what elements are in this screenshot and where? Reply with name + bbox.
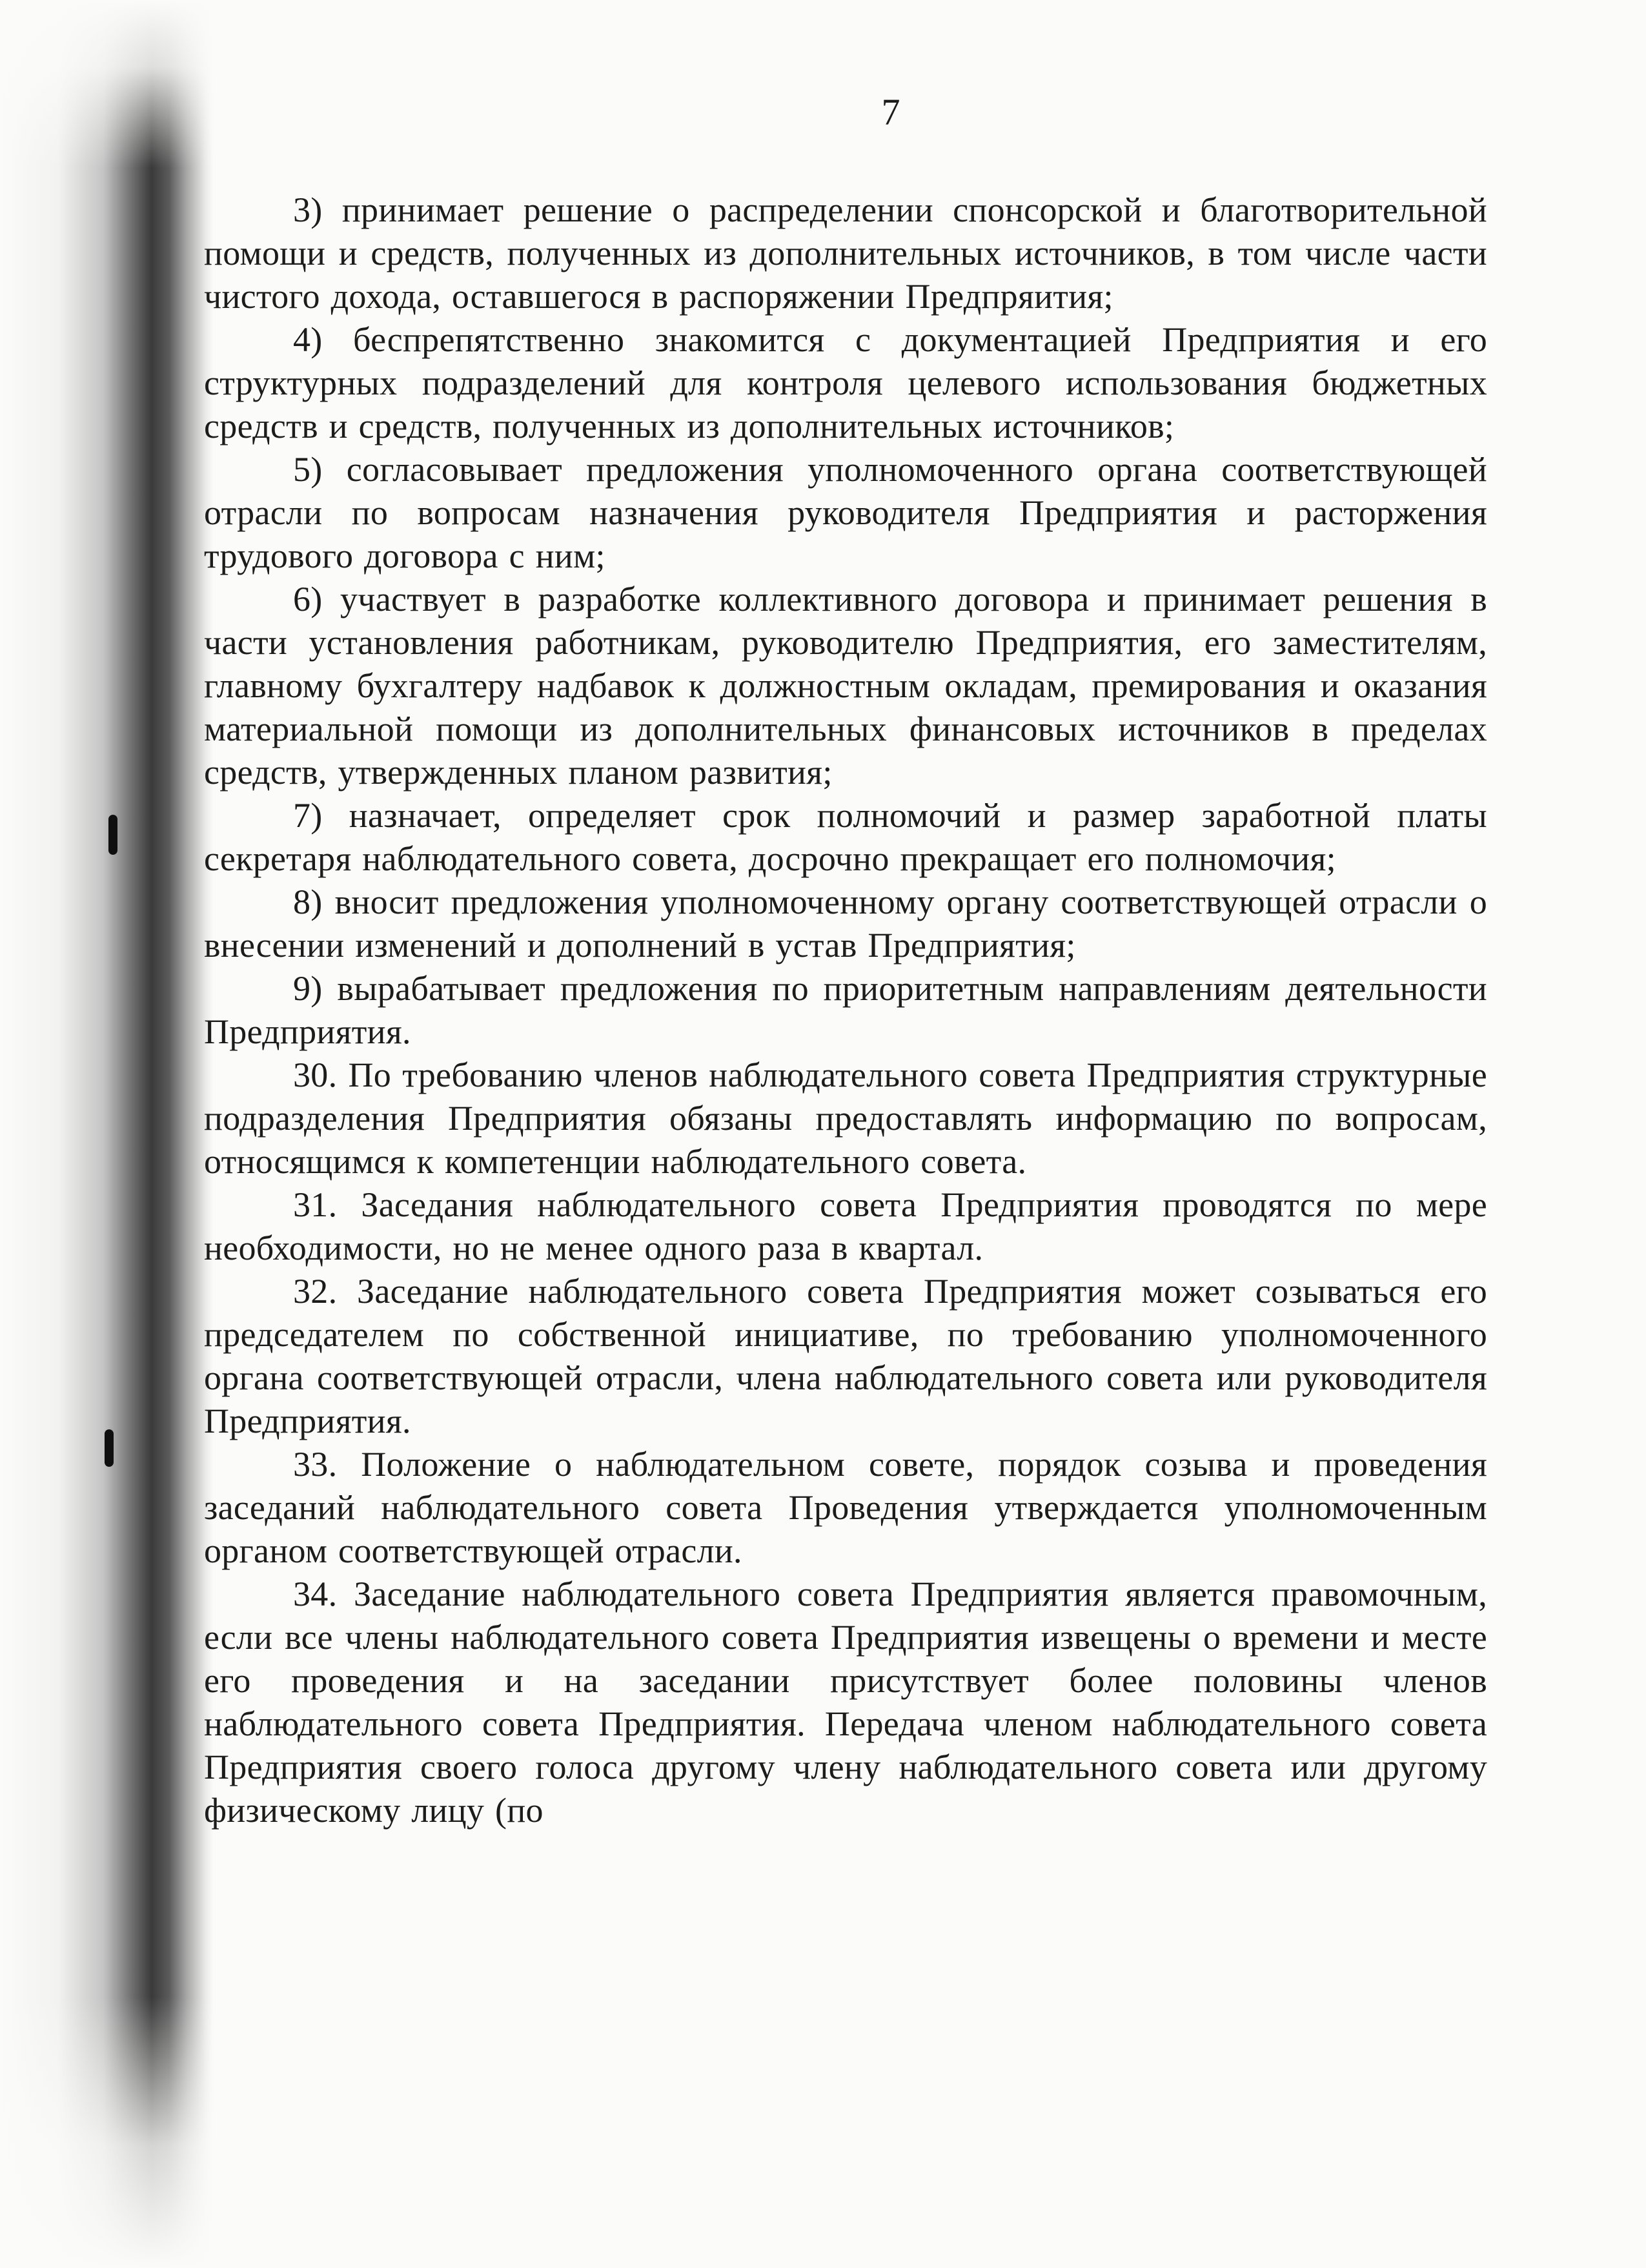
paragraph-section-32: 32. Заседание наблюдательного совета Предприятия может созываться его председателем по собственной инициативе, по требованию уполномоченного органа соответствующей отрасли, члена наблюдательного совета или руководителя Предприятия. xyxy=(204,1272,1487,1440)
paragraph-item-3: 3) принимает решение о распределении спонсорской и благотворительной помощи и средств, полученных из дополнительных источников, в том числе части чистого дохода, оставшегося в распоряжении Предпряития; xyxy=(204,190,1487,316)
paragraph-section-30: 30. По требованию членов наблюдательного совета Предприятия структурные подразделения Предприятия обязаны предоставлять информацию по вопросам, относящимся к компетенции наблюдательного совета. xyxy=(204,1056,1487,1181)
paragraph-section-33: 33. Положение о наблюдательном совете, порядок созыва и проведения заседаний наблюдательного совета Проведения утверждается уполномоченным органом соответствующей отрасли. xyxy=(204,1445,1487,1570)
paragraph-item-4: 4) беспрепятственно знакомится с документацией Предприятия и его структурных подразделений для контроля целевого использования бюджетных средств и средств, полученных из дополнительных источников; xyxy=(204,320,1487,445)
paragraph-item-7: 7) назначает, определяет срок полномочий и размер заработной платы секретаря наблюдательного совета, досрочно прекращает его полномочия; xyxy=(204,796,1487,878)
binder-hole-mark xyxy=(105,1429,114,1467)
binder-hole-mark xyxy=(108,815,117,855)
paragraph-item-9: 9) вырабатывает предложения по приоритетным направлениям деятельности Предприятия. xyxy=(204,969,1487,1051)
page-number: 7 xyxy=(881,91,900,133)
document-body xyxy=(204,189,1487,1832)
binding-shadow xyxy=(0,0,213,2268)
paragraph-item-5: 5) согласовывает предложения уполномоченного органа соответствующей отрасли по вопросам назначения руководителя Предприятия и расторжения трудового договора с ним; xyxy=(204,450,1487,575)
paragraph-section-31: 31. Заседания наблюдательного совета Предприятия проводятся по мере необходимости, но не менее одного раза в квартал. xyxy=(204,1185,1487,1267)
paragraph-section-34: 34. Заседание наблюдательного совета Предприятия является правомочным, если все члены наблюдательного совета Предприятия извещены о времени и месте его проведения и на заседании присутствует более половины членов наблюдательного совета Предприятия. Передача членом наблюдательного совета Предприятия своего голоса другому члену наблюдательного совета или другому физическому лицу (по xyxy=(204,1575,1487,1830)
paragraph-item-6: 6) участвует в разработке коллективного договора и принимает решения в части установления работникам, руководителю Предприятия, его заместителям, главному бухгалтеру надбавок к должностным окладам, премирования и оказания материальной помощи из дополнительных финансовых источников в пределах средств, утвержденных планом развития; xyxy=(204,580,1487,792)
paragraph-item-8: 8) вносит предложения уполномоченному органу соответствующей отрасли о внесении изменений и дополнений в устав Предприятия; xyxy=(204,883,1487,965)
